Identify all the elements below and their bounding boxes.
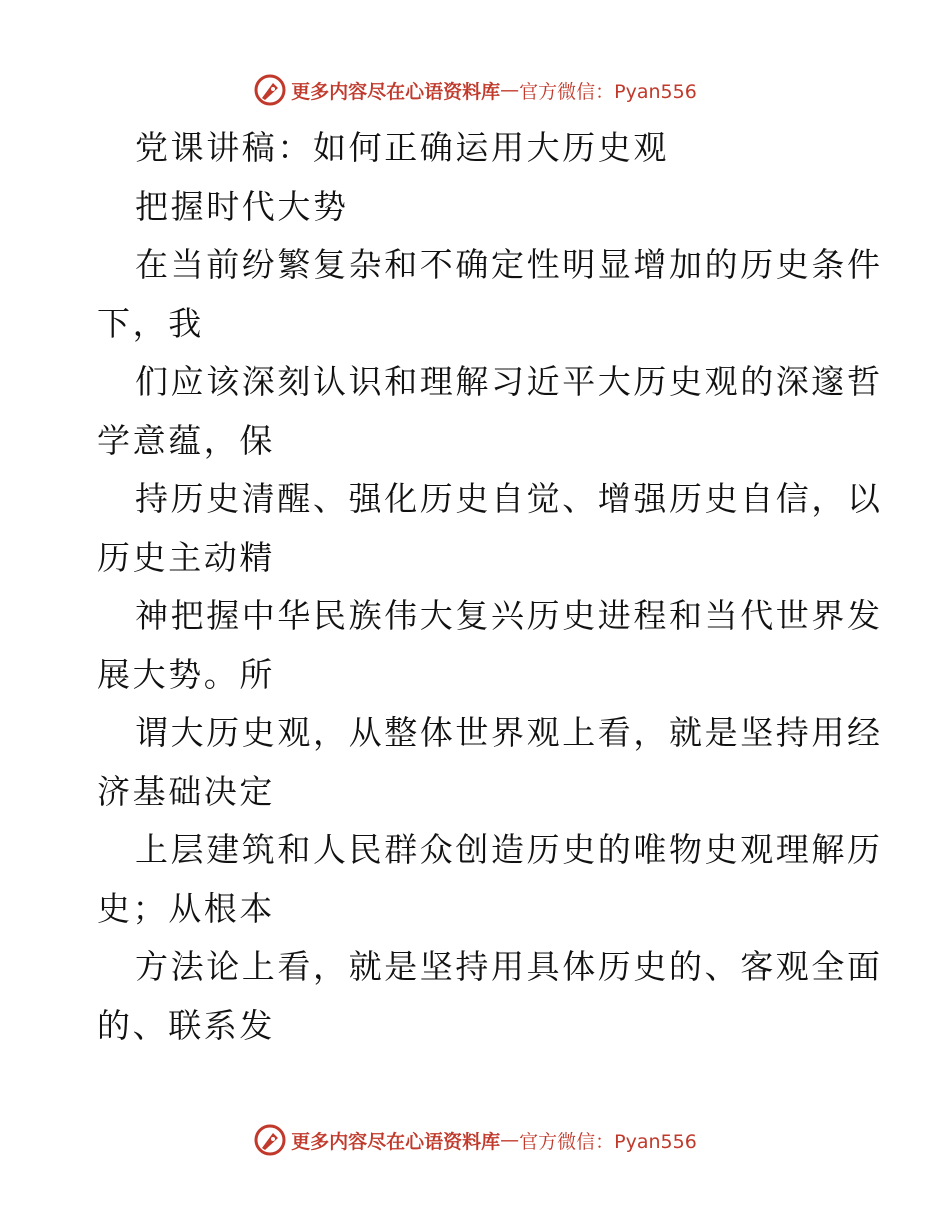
text-line: 在当前纷繁复杂和不确定性明显增加的历史条件 [135, 245, 883, 284]
watermark-wechat-text: 官方微信：Pyan556 [519, 1130, 697, 1153]
text-line: 上层建筑和人民群众创造历史的唯物史观理解历 [135, 830, 883, 869]
text-line: 持历史清醒、强化历史自觉、增强历史自信，以 [135, 479, 883, 518]
text-line: 的、联系发 [97, 1005, 275, 1045]
text-line: 史；从根本 [97, 888, 275, 928]
watermark-brand-text: 更多内容尽在心语资料库 [291, 80, 501, 103]
watermark-dash: — [500, 79, 520, 101]
watermark-wechat-text: 官方微信：Pyan556 [519, 80, 697, 103]
text-line: 们应该深刻认识和理解习近平大历史观的深邃哲 [135, 362, 883, 401]
header-watermark [0, 72, 950, 108]
watermark-dash: — [500, 1129, 520, 1151]
footer-watermark [0, 1122, 950, 1158]
text-line: 历史主动精 [97, 537, 275, 577]
pen-nib-logo-icon [253, 73, 287, 107]
document-title-line: 党课讲稿：如何正确运用大历史观 [135, 128, 669, 167]
text-line: 把握时代大势 [135, 186, 349, 226]
watermark-brand-text: 更多内容尽在心语资料库 [291, 1130, 501, 1153]
text-line: 谓大历史观，从整体世界观上看，就是坚持用经 [135, 713, 883, 752]
text-line: 方法论上看，就是坚持用具体历史的、客观全面 [135, 947, 883, 986]
text-line: 学意蕴，保 [97, 420, 275, 460]
pen-nib-logo-icon [253, 1123, 287, 1157]
document-body [97, 119, 883, 1055]
text-line: 下，我 [97, 303, 204, 343]
text-line: 神把握中华民族伟大复兴历史进程和当代世界发 [135, 596, 883, 635]
text-line: 济基础决定 [97, 771, 275, 811]
text-line: 展大势。所 [97, 654, 275, 694]
